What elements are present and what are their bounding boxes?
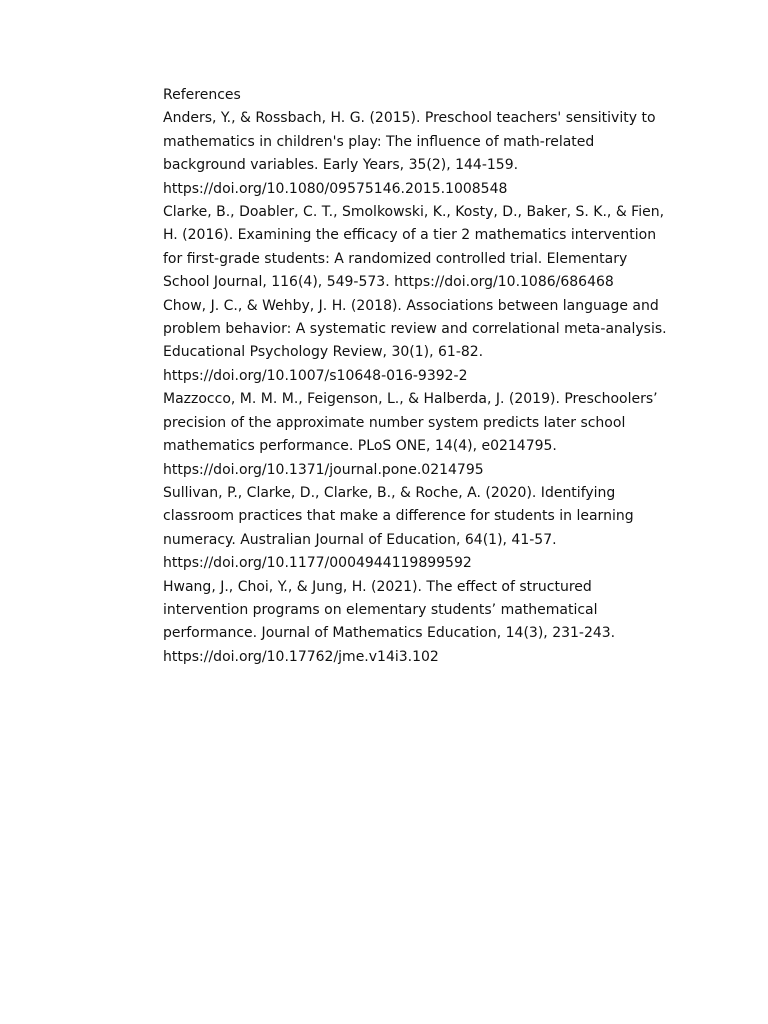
reference-entry: Anders, Y., & Rossbach, H. G. (2015). Preschool teachers' sensitivity to mathematics in children's play: The influence of math-related background variables. Early Years, 35(2), 144-159. https://doi.org/10.1080/09575146.2015.1008548	[163, 110, 656, 197]
reference-entry: Chow, J. C., & Wehby, J. H. (2018). Associations between language and problem behavior: A systematic review and correlational meta-analysis. Educational Psychology Review, 30(1), 61-82. https://doi.org/10.1007/s10648-016-9392-2	[163, 297, 667, 384]
reference-entry: Mazzocco, M. M. M., Feigenson, L., & Halberda, J. (2019). Preschoolers’ precision of the approximate number system predicts later school mathematics performance. PLoS ONE, 14(4), e0214795. https://doi.org/10.1371/journal.pone.0214795	[163, 391, 658, 478]
references-section	[163, 84, 678, 669]
reference-list	[163, 107, 678, 669]
references-heading: References	[163, 87, 241, 103]
reference-entry: Hwang, J., Choi, Y., & Jung, H. (2021). The effect of structured intervention programs on elementary students’ mathematical performance. Journal of Mathematics Education, 14(3), 231-243. https://doi.org/10.17762/jme.v14i3.102	[163, 578, 616, 665]
reference-entry: Sullivan, P., Clarke, D., Clarke, B., & Roche, A. (2020). Identifying classroom practices that make a difference for students in learning numeracy. Australian Journal of Education, 64(1), 41-57. https://doi.org/10.1177/0004944119899592	[163, 484, 634, 572]
reference-entry: Clarke, B., Doabler, C. T., Smolkowski, K., Kosty, D., Baker, S. K., & Fien, H. (2016). Examining the efficacy of a tier 2 mathematics intervention for first-grade students: A randomized controlled trial. Elementary School Journal, 116(4), 549-573. https://doi.org/10.1086/686468	[163, 204, 665, 291]
